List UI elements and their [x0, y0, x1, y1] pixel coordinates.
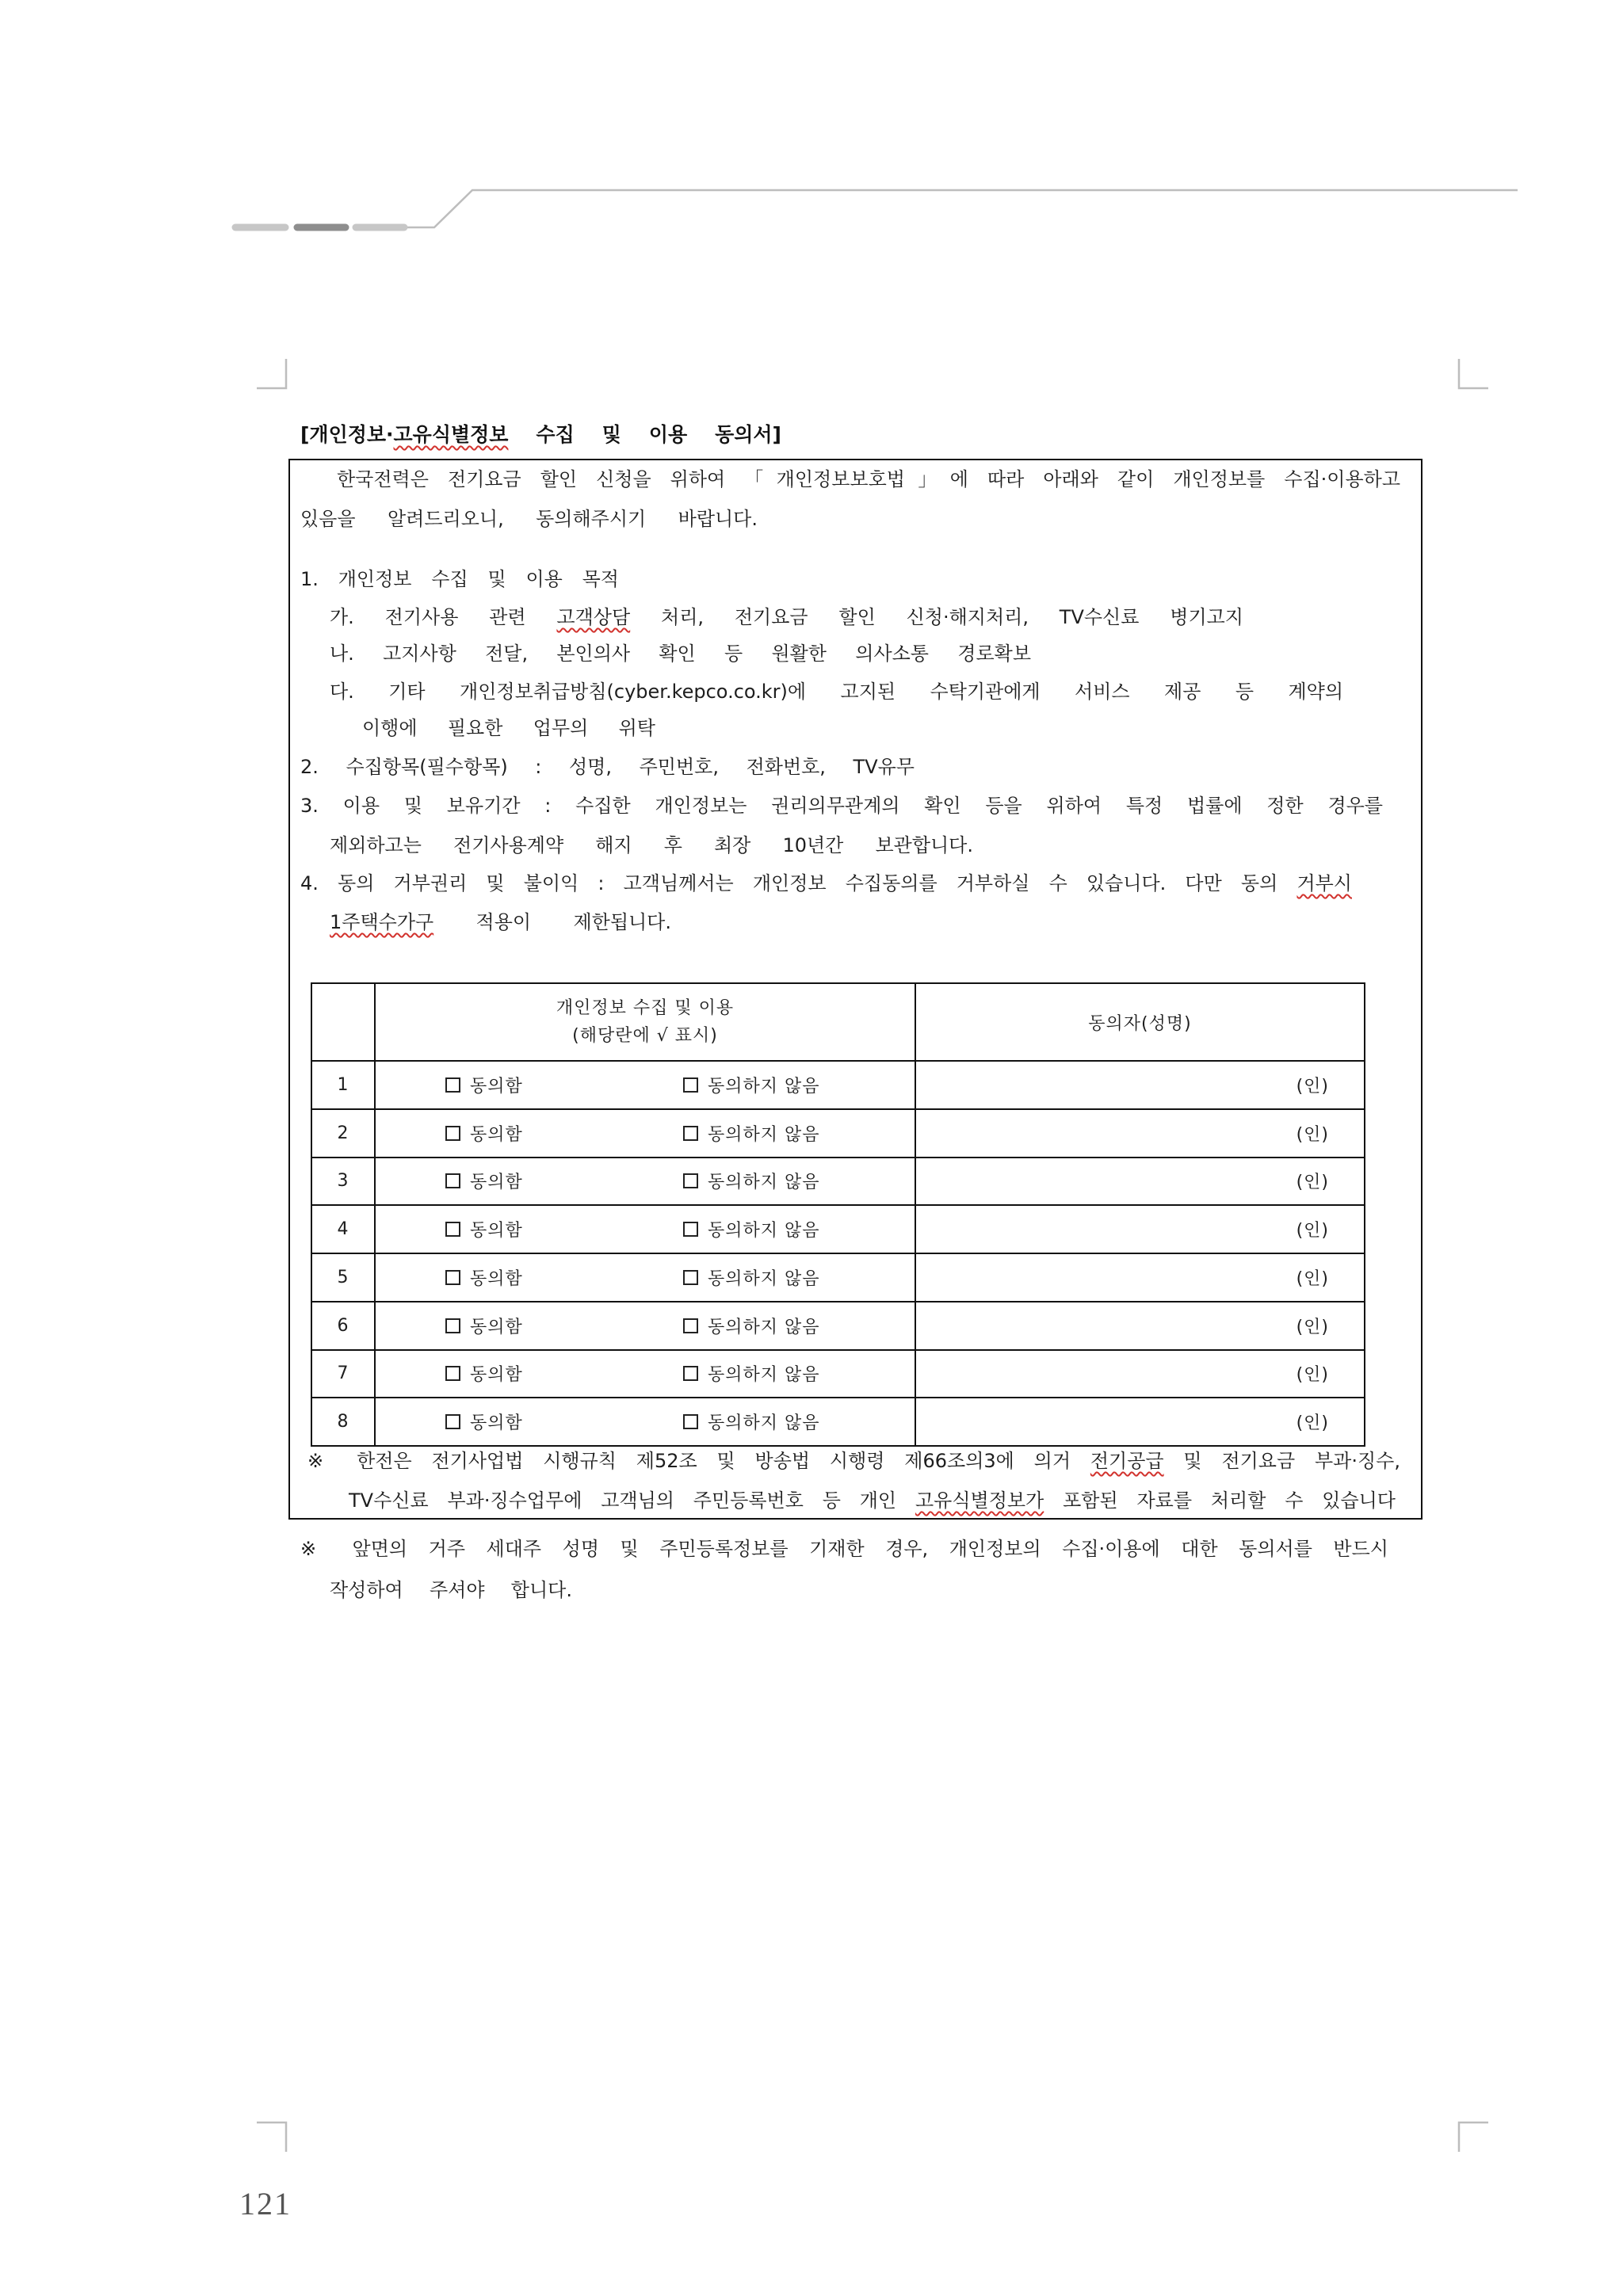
section-3-line-2: 제외하고는 전기사용계약 해지 후 최장 10년간 보관합니다.	[330, 834, 973, 856]
consent-options	[376, 1265, 915, 1290]
agree-label: 동의함	[470, 1268, 523, 1289]
disagree-option	[683, 1265, 820, 1290]
consent-options-cell	[375, 1158, 915, 1206]
empty-checkbox-icon	[683, 1222, 698, 1237]
table-row	[311, 1398, 1365, 1446]
item-text: 처리, 전기요금 할인 신청·해지처리, TV수신료 병기고지	[630, 606, 1243, 628]
seal-mark: (인)	[1296, 1413, 1329, 1434]
seal-mark: (인)	[1296, 1076, 1329, 1097]
agree-option	[445, 1409, 683, 1434]
header-rule-line	[406, 190, 1518, 227]
note-text: ※ 한전은 전기사업법 시행규칙 제52조 및 방송법 시행령 제66조의3에 의거	[307, 1450, 1090, 1472]
signer-cell	[915, 1158, 1365, 1206]
legal-note-line-2	[349, 1489, 1396, 1512]
agree-option	[445, 1121, 683, 1146]
consent-options-cell	[375, 1398, 915, 1446]
section-text: 적용이 제한됩니다.	[433, 911, 671, 933]
consent-options	[376, 1314, 915, 1338]
disagree-label: 동의하지 않음	[708, 1173, 820, 1193]
header-consent-instruction: (해당란에 √ 표시)	[572, 1026, 718, 1046]
seal-mark: (인)	[1296, 1365, 1329, 1386]
header-consent-label: 개인정보 수집 및 이용	[556, 998, 735, 1018]
consent-options	[376, 1073, 915, 1097]
signer-cell	[915, 1302, 1365, 1350]
section-text: 4. 동의 거부권리 및 불이익 : 고객님께서는 개인정보 수집동의를 거부하실 수 있습니다. 다만 동의	[300, 872, 1297, 894]
seal-mark: (인)	[1296, 1173, 1329, 1193]
consent-options-cell	[375, 1205, 915, 1253]
section-3-line-1: 3. 이용 및 보유기간 : 수집한 개인정보는 권리의무관계의 확인 등을 위하여 특정 법률에 정한 경우를	[300, 795, 1383, 817]
signer-cell	[915, 1398, 1365, 1446]
title-text: 수집 및 이용 동의서]	[508, 423, 781, 446]
disagree-option	[683, 1217, 820, 1241]
item-text: 가. 전기사용 관련	[330, 606, 557, 628]
disagree-label: 동의하지 않음	[708, 1076, 820, 1097]
row-number: 7	[311, 1350, 375, 1398]
signer-cell	[915, 1109, 1365, 1158]
agree-label: 동의함	[470, 1173, 523, 1193]
flagged-word: 고유식별정보가	[915, 1489, 1044, 1512]
seal-mark: (인)	[1296, 1221, 1329, 1241]
section-1-item-da-line-1: 다. 기타 개인정보취급방침(cyber.kepco.co.kr)에 고지된 수탁기관에게 서비스 제공 등 계약의	[330, 681, 1343, 703]
consent-options-cell	[375, 1253, 915, 1302]
note-text: TV수신료 부과·징수업무에 고객님의 주민등록번호 등 개인	[349, 1489, 915, 1512]
footnote-line-2: 작성하여 주셔야 합니다.	[330, 1579, 572, 1601]
empty-checkbox-icon	[683, 1414, 698, 1429]
signer-cell	[915, 1350, 1365, 1398]
empty-checkbox-icon	[683, 1173, 698, 1188]
row-number: 3	[311, 1158, 375, 1206]
disagree-label: 동의하지 않음	[708, 1317, 820, 1337]
table-row	[311, 1109, 1365, 1158]
signer-cell	[915, 1205, 1365, 1253]
flagged-word: 전기공급	[1090, 1450, 1164, 1472]
empty-checkbox-icon	[445, 1366, 460, 1381]
page-number: 121	[239, 2186, 292, 2222]
disagree-label: 동의하지 않음	[708, 1365, 820, 1386]
title-text: [개인정보·	[300, 423, 394, 446]
consent-table	[311, 982, 1365, 1447]
flagged-word: 고객상담	[556, 606, 631, 628]
consent-options-cell	[375, 1302, 915, 1350]
table-row	[311, 1061, 1365, 1109]
disagree-option	[683, 1073, 820, 1097]
agree-option	[445, 1169, 683, 1193]
empty-checkbox-icon	[445, 1222, 460, 1237]
table-row	[311, 1158, 1365, 1206]
consent-table-body	[311, 983, 1365, 1446]
empty-checkbox-icon	[445, 1077, 460, 1093]
disagree-option	[683, 1314, 820, 1338]
intro-line-2: 있음을 알려드리오니, 동의해주시기 바랍니다.	[300, 508, 758, 530]
seal-mark: (인)	[1296, 1268, 1329, 1289]
flagged-word: 고유식별정보	[393, 423, 509, 446]
agree-label: 동의함	[470, 1124, 523, 1145]
empty-checkbox-icon	[683, 1126, 698, 1141]
empty-checkbox-icon	[683, 1366, 698, 1381]
crop-mark-bottom-left	[257, 2122, 286, 2152]
empty-checkbox-icon	[683, 1270, 698, 1285]
consent-options	[376, 1169, 915, 1193]
row-number: 2	[311, 1109, 375, 1158]
header-cell-signer	[915, 983, 1365, 1061]
row-number: 4	[311, 1205, 375, 1253]
intro-line-1: 한국전력은 전기요금 할인 신청을 위하여 「개인정보보호법」에 따라 아래와 같이 개인정보를 수집·이용하고	[337, 468, 1400, 490]
empty-checkbox-icon	[445, 1318, 460, 1333]
disagree-label: 동의하지 않음	[708, 1413, 820, 1434]
row-number: 1	[311, 1061, 375, 1109]
agree-option	[445, 1265, 683, 1290]
agree-label: 동의함	[470, 1413, 523, 1434]
consent-options	[376, 1361, 915, 1386]
crop-mark-top-left	[257, 359, 286, 388]
note-text: 및 전기요금 부과·징수,	[1163, 1450, 1400, 1472]
disagree-label: 동의하지 않음	[708, 1124, 820, 1145]
agree-option	[445, 1073, 683, 1097]
disagree-label: 동의하지 않음	[708, 1268, 820, 1289]
table-row	[311, 1302, 1365, 1350]
header-signer-label: 동의자(성명)	[1088, 1013, 1192, 1034]
row-number: 6	[311, 1302, 375, 1350]
consent-options	[376, 1121, 915, 1146]
crop-mark-top-right	[1459, 359, 1488, 388]
disagree-option	[683, 1169, 820, 1193]
agree-label: 동의함	[470, 1365, 523, 1386]
section-4-line-2	[330, 910, 671, 934]
flagged-word: 거부시	[1296, 872, 1352, 894]
signer-cell	[915, 1061, 1365, 1109]
empty-checkbox-icon	[683, 1077, 698, 1093]
table-header-row	[311, 983, 1365, 1061]
section-1-item-da-line-2: 이행에 필요한 업무의 위탁	[362, 717, 655, 739]
flagged-word: 1주택수가구	[330, 911, 434, 933]
disagree-option	[683, 1121, 820, 1146]
disagree-option	[683, 1361, 820, 1386]
agree-label: 동의함	[470, 1221, 523, 1241]
agree-label: 동의함	[470, 1317, 523, 1337]
agree-option	[445, 1217, 683, 1241]
table-row	[311, 1253, 1365, 1302]
empty-checkbox-icon	[683, 1318, 698, 1333]
section-2-collected-items: 2. 수집항목(필수항목) : 성명, 주민번호, 전화번호, TV유무	[300, 756, 915, 778]
empty-checkbox-icon	[445, 1173, 460, 1188]
row-number: 5	[311, 1253, 375, 1302]
empty-checkbox-icon	[445, 1414, 460, 1429]
disagree-label: 동의하지 않음	[708, 1221, 820, 1241]
form-title	[300, 423, 781, 447]
header-cell-consent	[375, 983, 915, 1061]
legal-note-line-1	[307, 1449, 1400, 1473]
agree-label: 동의함	[470, 1076, 523, 1097]
empty-checkbox-icon	[445, 1126, 460, 1141]
seal-mark: (인)	[1296, 1124, 1329, 1145]
empty-checkbox-icon	[445, 1270, 460, 1285]
table-row	[311, 1350, 1365, 1398]
seal-mark: (인)	[1296, 1317, 1329, 1337]
row-number: 8	[311, 1398, 375, 1446]
consent-options-cell	[375, 1109, 915, 1158]
consent-options-cell	[375, 1061, 915, 1109]
footnote-line-1: ※ 앞면의 거주 세대주 성명 및 주민등록정보를 기재한 경우, 개인정보의 수집·이용에 대한 동의서를 반드시	[300, 1538, 1388, 1560]
section-1-item-na: 나. 고지사항 전달, 본인의사 확인 등 원활한 의사소통 경로확보	[330, 643, 1031, 665]
section-4-line-1	[300, 871, 1352, 895]
section-1-item-ga	[330, 605, 1243, 629]
crop-mark-bottom-right	[1459, 2122, 1488, 2152]
consent-options	[376, 1217, 915, 1241]
agree-option	[445, 1361, 683, 1386]
table-row	[311, 1205, 1365, 1253]
header-cell-number	[311, 983, 375, 1061]
section-1-heading: 1. 개인정보 수집 및 이용 목적	[300, 568, 619, 590]
consent-options	[376, 1409, 915, 1434]
disagree-option	[683, 1409, 820, 1434]
consent-options-cell	[375, 1350, 915, 1398]
signer-cell	[915, 1253, 1365, 1302]
note-text: 포함된 자료를 처리할 수 있습니다	[1044, 1489, 1396, 1512]
agree-option	[445, 1314, 683, 1338]
